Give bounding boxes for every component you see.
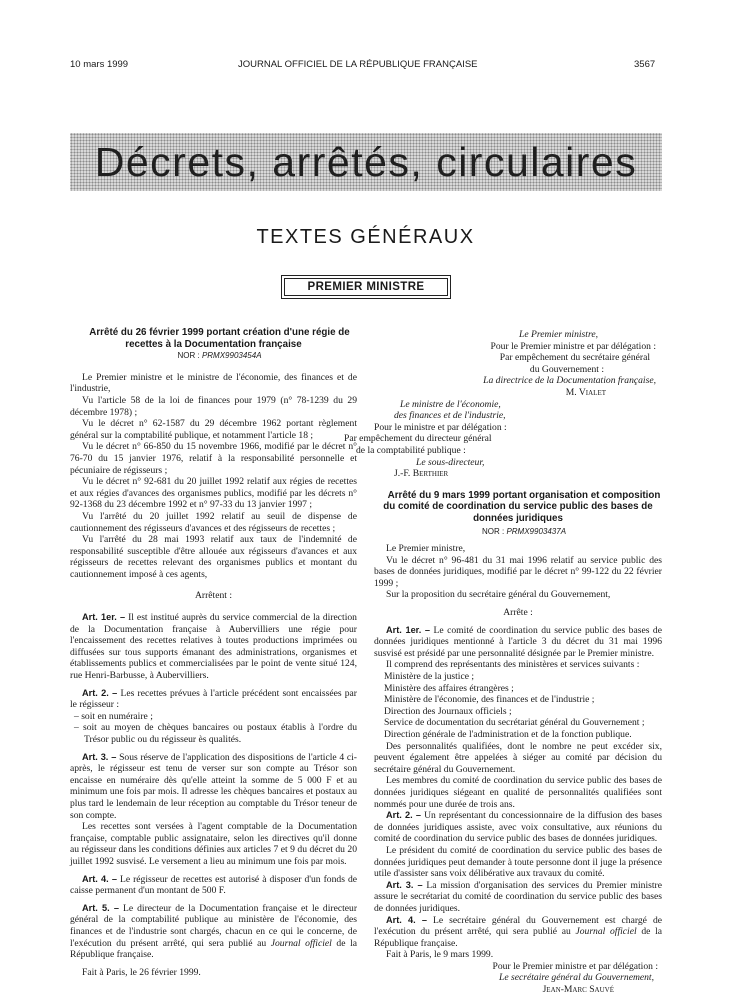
journal-name: Journal officiel xyxy=(270,937,332,949)
title-banner xyxy=(70,133,662,191)
article-paragraph: Le président du comité de coordination du service public des bases de données juridiques peut demander à toute personne dont il juge la présence utile d'assister sans voix délibérative aux travaux du comité. xyxy=(374,844,662,880)
section-title: TEXTES GÉNÉRAUX xyxy=(256,226,475,248)
article-label: Art. 4. – xyxy=(82,873,117,884)
left-column xyxy=(70,327,357,978)
article-text: Le comité de coordination du service public des bases de données juridiques mentionné à l'article 3 du décret du 31 mai 1996 susvisé est présidé par une personnalité désignée par le Premier ministre. xyxy=(374,624,662,659)
left-nor xyxy=(70,350,357,362)
article-label: Art. 3. – xyxy=(386,879,423,890)
preamble-line: Le Premier ministre et le ministre de l'économie, des finances et de l'industrie, xyxy=(70,371,357,395)
article-3 xyxy=(70,752,357,822)
article-text: Un représentant du concessionnaire de la diffusion des bases de données juridiques assiste, avec voix consultative, aux réunions du comité de coordination du service public des bases de données juridiques. xyxy=(374,810,662,845)
article-2 xyxy=(374,810,662,845)
header-journal: JOURNAL OFFICIEL DE LA RÉPUBLIQUE FRANÇAISE xyxy=(238,59,478,70)
ministry-box xyxy=(281,275,451,299)
preamble-line: Vu le décret n° 66-850 du 15 novembre 1966, modifié par le décret n° 76-70 du 15 janvier 1976, relatif à la responsabilité personnelle et pécuniaire de régisseurs ; xyxy=(70,441,357,476)
article-label: Art. 2. – xyxy=(82,687,118,698)
article-1 xyxy=(374,625,662,660)
preamble-line: Vu l'arrêté du 20 juillet 1992 relatif au seuil de dispense de cautionnement des régisseurs d'avances et des régisseurs de recettes ; xyxy=(70,510,357,534)
article-paragraph: Des personnalités qualifiées, dont le nombre ne peut excéder six, peuvent également être appelées à siéger au comité par décision du secrétaire général du Gouvernement. xyxy=(374,740,662,775)
signature-line: du Gouvernement : xyxy=(529,363,604,375)
list-item: Ministère de la justice ; xyxy=(384,671,475,683)
right-article-title: Arrêté du 9 mars 1999 portant organisation et composition du comité de coordination du service public des bases de données juridiques xyxy=(383,489,661,524)
signature-block-3 xyxy=(374,961,662,996)
header-page-number: 3567 xyxy=(634,59,656,70)
signature-block-2 xyxy=(344,398,662,480)
signatory-name: Jean-Marc Sauvé xyxy=(542,984,614,996)
preamble-line: Vu le décret n° 62-1587 du 29 décembre 1962 portant règlement général sur la comptabilité publique, et notamment l'article 18 ; xyxy=(70,418,357,441)
signature-line: Par empêchement du directeur général xyxy=(344,433,492,445)
list-item: Direction générale de l'administration et de la fonction publique. xyxy=(384,729,632,740)
article-4 xyxy=(374,915,662,950)
article-text: de la République française. xyxy=(70,937,358,961)
right-nor xyxy=(374,526,662,538)
article-paragraph: Il comprend des représentants des ministères et services suivants : xyxy=(386,659,640,671)
ministry-label: PREMIER MINISTRE xyxy=(284,278,448,296)
signature-line: Par empêchement du secrétaire général xyxy=(499,352,650,364)
arrete-label: Arrête : xyxy=(503,607,533,619)
signature-line: Le sous-directeur, xyxy=(416,456,485,468)
header-date: 10 mars 1999 xyxy=(70,59,129,70)
signature-role: des finances et de l'industrie, xyxy=(394,410,506,422)
article-text: Il est institué auprès du service commercial de la direction de la Documentation française à Aubervilliers une régie pour l'encaissement des recettes relatives à toutes productions imprimées ou diffusées sur tous supports émanant des administrations, organismes et établissements publics et commercialisées par le point de vente situé 124, rue Henri-Barbusse, à Aubervilliers. xyxy=(70,612,357,682)
signature-line: Pour le Premier ministre et par délégation : xyxy=(490,340,656,352)
signature-role: Le ministre de l'économie, xyxy=(400,398,501,410)
article-text: Le secrétaire général du Gouvernement est chargé de l'exécution du présent arrêté, qui sera publié au xyxy=(374,914,662,938)
signatory-name: J.-F. Berthier xyxy=(394,468,449,480)
list-item: – soit au moyen de chèques bancaires ou postaux établis à l'ordre du Trésor public ou du régisseur ès qualités. xyxy=(74,722,357,745)
article-label: Art. 5. – xyxy=(82,902,119,913)
preamble-line: Vu l'article 58 de la loi de finances pour 1979 (n° 78-1239 du 29 décembre 1978) ; xyxy=(70,394,357,418)
signature-role: Le Premier ministre, xyxy=(519,329,598,340)
list-item: – soit en numéraire ; xyxy=(74,710,153,722)
right-column xyxy=(344,329,663,996)
article-text: Le régisseur de recettes est autorisé à disposer d'un fonds de caisse permanent d'un montant de 500 F. xyxy=(70,873,357,897)
article-text: de la République française. xyxy=(374,926,663,949)
article-text: Sous réserve de l'application des dispositions de l'article 4 ci-après, le régisseur est tenu de verser sur son compte au Trésor son encaisse en numéraire dès qu'elle atteint la somme de 5 000 F et au minimum une fois par mois. Il adresse les chèques bancaires et postaux au plus tard le lendemain de leur réception au comptable du Trésor teneur de son compte. xyxy=(70,751,358,821)
article-2 xyxy=(70,688,357,711)
signature-line: Le secrétaire général du Gouvernement, xyxy=(499,972,654,984)
preamble-line: Vu le décret n° 92-681 du 20 juillet 1992 relatif aux régies de recettes et aux régies d'avances des organismes publics, modifié par les décrets n° 92-1368 du 23 décembre 1992 et n° 97-33 du 13 janvier 1997 ; xyxy=(70,476,357,511)
article-1 xyxy=(70,612,357,682)
list-item: Service de documentation du secrétariat général du Gouvernement ; xyxy=(384,717,645,729)
list-item: Ministère de l'économie, des finances et de l'industrie ; xyxy=(384,694,595,706)
nor-code: PRMX9903437A xyxy=(506,526,567,536)
article-paragraph: Les membres du comité de coordination du service public des bases de données juridiques siégeant en qualité de personnalités qualifiées sont nommés pour une durée de trois ans. xyxy=(374,775,662,810)
preamble-line: Sur la proposition du secrétaire général du Gouvernement, xyxy=(386,589,611,601)
preamble-line: Vu le décret n° 96-481 du 31 mai 1996 relatif au service public des bases de données juridiques, modifié par le décret n° 99-122 du 22 février 1999 ; xyxy=(374,554,662,589)
article-text: Le directeur de la Documentation française et le directeur général de la comptabilité publique au ministère de l'économie, des finances et de l'industrie sont chargés, chacun en ce qui le concerne, de l'exécution du présent arrêté, qui sera publié au xyxy=(70,902,358,949)
article-label: Art. 3. – xyxy=(82,751,117,762)
journal-name: Journal officiel xyxy=(575,926,637,938)
nor-label: NOR : xyxy=(481,526,505,536)
signed-date: Fait à Paris, le 26 février 1999. xyxy=(82,966,201,978)
arretent-label: Arrêtent : xyxy=(194,590,233,602)
article-label: Art. 1er. – xyxy=(82,612,126,623)
article-text: Les recettes prévues à l'article précédent sont encaissées par le régisseur : xyxy=(70,687,358,711)
article-3 xyxy=(374,880,662,915)
preamble-line: Vu l'arrêté du 28 mai 1993 relatif aux taux de l'indemnité de responsabilité susceptible d'être allouée aux régisseurs d'avances et aux régisseurs de recettes relevant des organismes publics et montant du cautionnement imposé à ces agents, xyxy=(70,534,357,580)
article-3-paragraph: Les recettes sont versées à l'agent comptable de la Documentation française, comptable public assignataire, selon les directives qu'il donne au régisseur dans les conditions définies aux articles 7 et 9 du décret du 20 juillet 1992 susvisé. Le versement a lieu au minimum une fois par mois. xyxy=(70,821,357,867)
nor-code: PRMX9903454A xyxy=(201,351,262,361)
nor-label: NOR : xyxy=(177,351,200,361)
article-label: Art. 4. – xyxy=(386,914,427,925)
article-4 xyxy=(70,874,357,897)
signature-line: La directrice de la Documentation française, xyxy=(483,375,656,387)
signature-block-1 xyxy=(374,329,662,399)
signed-date: Fait à Paris, le 9 mars 1999. xyxy=(386,949,494,961)
article-text: La mission d'organisation des services du Premier ministre assure le secrétariat du comité de coordination du service public des bases de données juridiques. xyxy=(374,879,662,914)
banner-title: Décrets, arrêtés, circulaires xyxy=(94,139,638,185)
signature-line: Pour le ministre et par délégation : xyxy=(374,421,507,433)
payment-list xyxy=(70,711,357,746)
signature-line: Pour le Premier ministre et par délégation : xyxy=(492,960,658,972)
article-label: Art. 1er. – xyxy=(386,624,431,635)
left-article-title: Arrêté du 26 février 1999 portant création d'une régie de recettes à la Documentation française xyxy=(89,327,350,350)
article-5 xyxy=(70,903,357,961)
list-item: Direction des Journaux officiels ; xyxy=(384,705,512,717)
preamble-line: Le Premier ministre, xyxy=(386,543,466,555)
list-item: Ministère des affaires étrangères ; xyxy=(384,682,514,694)
signatory-name: M. Vialet xyxy=(565,386,606,398)
article-label: Art. 2. – xyxy=(386,810,422,821)
signature-line: de la comptabilité publique : xyxy=(356,444,466,456)
